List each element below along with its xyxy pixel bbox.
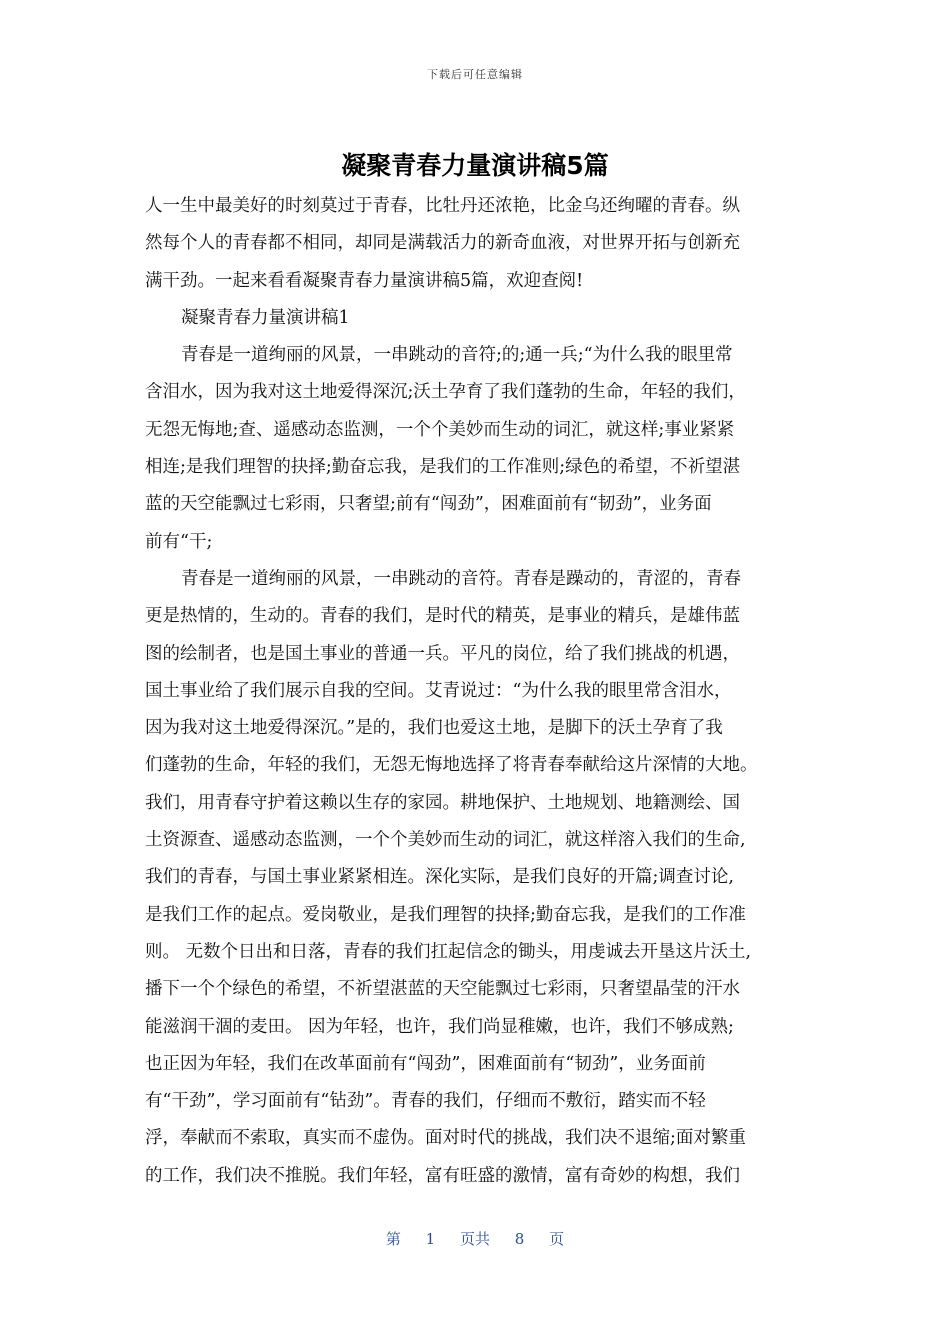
- text-line: 然每个人的青春都不相同，却同是满载活力的新奇血液，对世界开拓与创新充: [145, 233, 740, 254]
- footer-current-page: 1: [425, 1230, 436, 1248]
- text-line: 青春是一道绚丽的风景，一串跳动的音符。青春是躁动的，青涩的，青春: [181, 568, 741, 589]
- text-line: 土资源查、遥感动态监测，一个个美妙而生动的词汇，就这样溶入我们的生命,: [145, 830, 746, 851]
- header-note: 下载后可任意编辑: [427, 68, 523, 81]
- text-line: 国土事业给了我们展示自我的空间。艾青说过：“为什么我的眼里常含泪水，: [145, 680, 732, 701]
- document-title: 凝聚青春力量演讲稿5篇: [341, 151, 609, 180]
- text-line: 的工作，我们决不推脱。我们年轻，富有旺盛的激情，富有奇妙的构想，我们: [145, 1165, 740, 1186]
- text-line: 图的绘制者，也是国土事业的普通一兵。平凡的岗位，给了我们挑战的机遇，: [145, 643, 740, 664]
- text-line: 因为我对这土地爱得深沉。”是的，我们也爱这土地，是脚下的沃土孕育了我: [145, 718, 723, 739]
- text-line: 无怨无悔地;查、遥感动态监测，一个个美妙而生动的词汇，就这样;事业紧紧: [145, 419, 735, 440]
- text-line: 我们，用青春守护着这赖以生存的家园。耕地保护、土地规划、地籍测绘、国: [145, 792, 740, 813]
- text-line: 也正因为年轻，我们在改革面前有“闯劲”，困难面前有“韧劲”，业务面前: [145, 1053, 706, 1074]
- text-line: 我们的青春，与国土事业紧紧相连。深化实际，是我们良好的开篇;调查讨论,: [145, 867, 734, 888]
- footer-total-pages: 8: [514, 1230, 525, 1248]
- text-line: 播下一个个绿色的希望，不祈望湛蓝的天空能飘过七彩雨，只奢望晶莹的汗水: [145, 979, 740, 1000]
- text-line: 浮，奉献而不索取，真实而不虚伪。面对时代的挑战，我们决不退缩;面对繁重: [145, 1128, 746, 1149]
- text-line: 相连;是我们理智的抉择;勤奋忘我，是我们的工作准则;绿色的希望，不祈望湛: [145, 457, 741, 478]
- text-line: 是我们工作的起点。爱岗敬业，是我们理智的抉择;勤奋忘我，是我们的工作准: [145, 904, 746, 925]
- footer-middle: 页共: [459, 1230, 490, 1248]
- text-line: 满干劲。一起来看看凝聚青春力量演讲稿5篇，欢迎查阅!: [145, 270, 584, 291]
- text-line: 人一生中最美好的时刻莫过于青春，比牡丹还浓艳，比金乌还绚曜的青春。纵: [145, 196, 740, 216]
- text-line: 们蓬勃的生命，年轻的我们，无怨无悔地选择了将青春奉献给这片深情的大地。: [145, 755, 758, 776]
- text-line: 则。 无数个日出和日落，青春的我们扛起信念的锄头，用虔诚去开垦这片沃土,: [145, 941, 752, 962]
- text-line: 青春是一道绚丽的风景，一串跳动的音符;的;通一兵;“为什么我的眼里常: [181, 345, 733, 366]
- text-line: 更是热情的，生动的。青春的我们，是时代的精英，是事业的精兵，是雄伟蓝: [145, 606, 740, 627]
- document-body: [145, 188, 815, 1195]
- text-line: 含泪水，因为我对这土地爱得深沉;沃土孕育了我们蓬勃的生命，年轻的我们，: [145, 382, 746, 403]
- text-line: 有“干劲”，学习面前有“钻劲”。青春的我们，仔细而不敷衍，踏实而不轻: [145, 1091, 706, 1112]
- text-line: 凝聚青春力量演讲稿1: [181, 307, 350, 328]
- page-footer: [0, 1228, 950, 1249]
- footer-suffix: 页: [549, 1230, 565, 1248]
- text-line: 蓝的天空能飘过七彩雨，只奢望;前有“闯劲”，困难面前有“韧劲”，业务面: [145, 494, 712, 515]
- text-line: 能滋润干涸的麦田。 因为年轻，也许，我们尚显稚嫩，也许，我们不够成熟;: [145, 1016, 734, 1037]
- text-line: 前有“干;: [145, 531, 213, 552]
- footer-prefix: 第: [385, 1230, 401, 1248]
